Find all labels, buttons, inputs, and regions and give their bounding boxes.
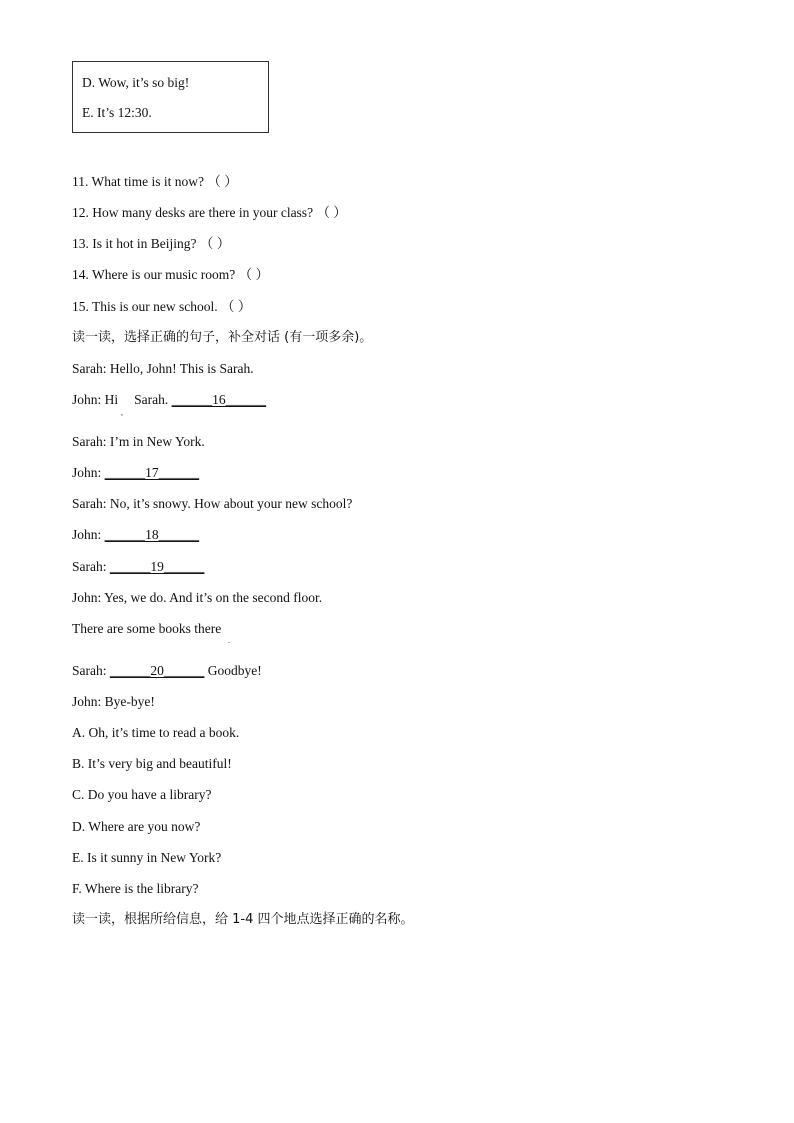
blank-17: ______17______ (104, 465, 200, 480)
closing-text: Goodbye! (204, 663, 262, 678)
period-mark: . (228, 636, 230, 645)
question-14 (72, 267, 269, 283)
question-12 (72, 205, 347, 221)
dialogue-line-10 (72, 663, 262, 679)
answer-paren: （ ） (207, 174, 238, 189)
choice-a: A. Oh, it’s time to read a book. (72, 725, 240, 740)
speaker-text-2: Sarah. (134, 392, 172, 407)
dialogue-line-4 (72, 465, 199, 481)
dialogue-line-6 (72, 527, 199, 543)
choice-c: C. Do you have a library? (72, 787, 212, 802)
question-text: 13. Is it hot in Beijing? (72, 236, 197, 251)
choice-f: F. Where is the library? (72, 881, 199, 896)
question-11 (72, 174, 238, 190)
section2-instruction: 读一读，选择正确的句子，补全对话 (有一项多余)。 (72, 330, 373, 345)
question-text: 14. Where is our music room? (72, 267, 236, 282)
dialogue-line-1: Sarah: Hello, John! This is Sarah. (72, 361, 254, 376)
dialogue-line-11: John: Bye-bye! (72, 694, 155, 709)
question-13 (72, 236, 230, 252)
answer-paren: （ ） (238, 267, 269, 282)
speaker-text: John: Hi (72, 392, 119, 407)
answer-paren: （ ） (199, 236, 231, 251)
choice-b: B. It’s very big and beautiful! (72, 756, 232, 771)
choice-e: E. Is it sunny in New York? (72, 850, 222, 865)
answer-paren: （ ） (316, 205, 347, 220)
dialogue-line-2 (72, 392, 266, 408)
speaker-text: Sarah: (72, 663, 110, 678)
answer-paren: （ ） (221, 299, 252, 314)
section3-instruction: 读一读，根据所给信息，给 1-4 四个地点选择正确的名称。 (72, 912, 414, 927)
choice-d: D. Where are you now? (72, 819, 201, 834)
question-text: 11. What time is it now? (72, 174, 204, 189)
blank-19: ______19______ (109, 559, 205, 574)
question-text: 12. How many desks are there in your class? (72, 205, 314, 220)
blank-16: ______16______ (171, 392, 267, 407)
speaker-text: Sarah: (72, 559, 110, 574)
question-text: 15. This is our new school. (72, 299, 218, 314)
blank-20: ______20______ (109, 663, 205, 678)
speaker-text: John: (72, 465, 105, 480)
options-box (72, 61, 269, 133)
dialogue-line-7 (72, 559, 204, 575)
option-d: D. Wow, it’s so big! (82, 75, 190, 90)
comma-mark: , (121, 408, 123, 417)
dialogue-line-5: Sarah: No, it’s snowy. How about your new school? (72, 496, 353, 511)
question-15 (72, 299, 251, 315)
dialogue-line-8: John: Yes, we do. And it’s on the second floor. (72, 590, 323, 605)
speaker-text: John: (72, 527, 105, 542)
dialogue-line-9: There are some books there (72, 621, 222, 636)
dialogue-line-3: Sarah: I’m in New York. (72, 434, 205, 449)
option-e: E. It’s 12:30. (82, 105, 152, 120)
blank-18: ______18______ (104, 527, 200, 542)
